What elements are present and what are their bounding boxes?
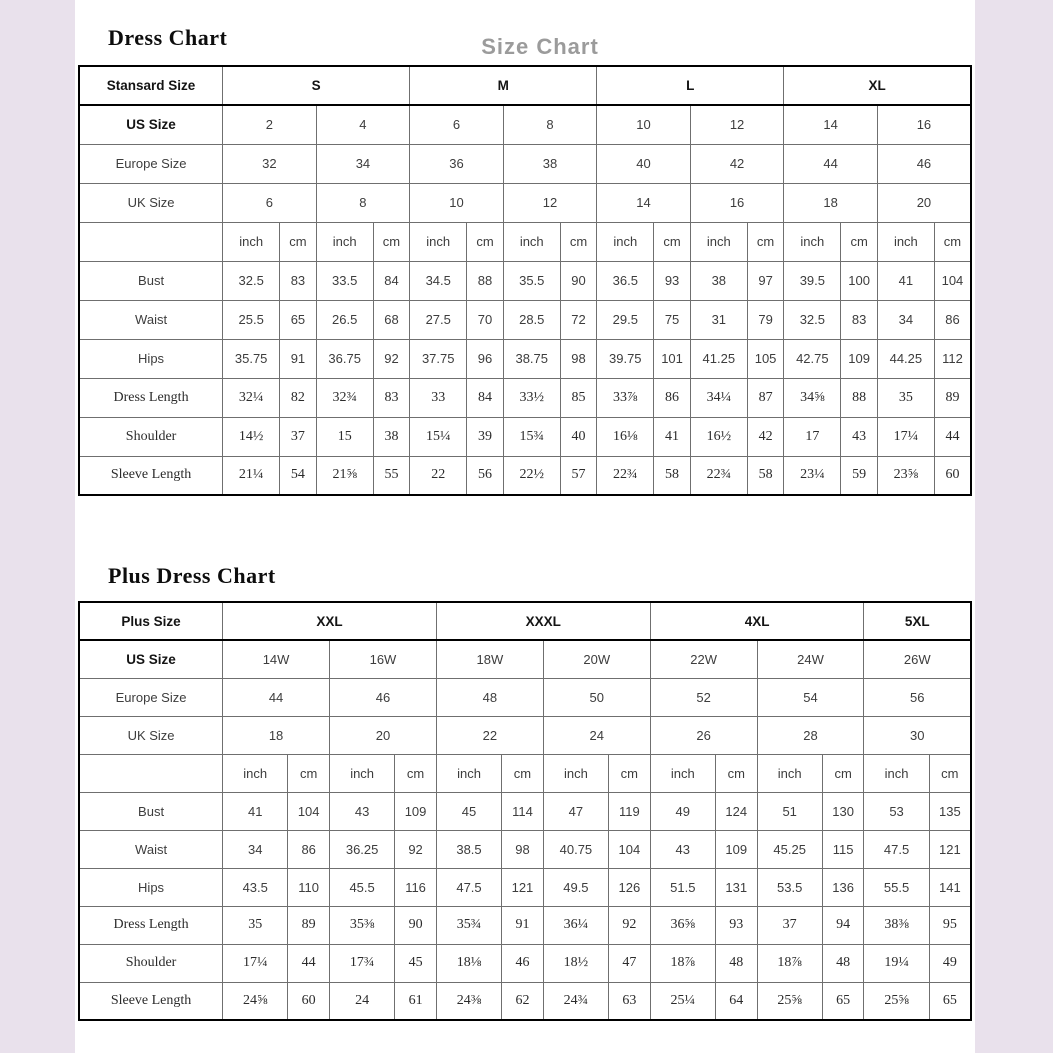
size-value: 14 [597,183,691,222]
measure-row-label: Shoulder [79,417,223,456]
measure-value: 47 [543,792,608,830]
measure-value: 59 [841,456,877,495]
measure-value: 135 [929,792,971,830]
measure-row-label: Bust [79,261,223,300]
measure-value: 47.5 [864,830,929,868]
measure-value: 112 [934,339,971,378]
measure-value: 41 [223,792,288,830]
measure-value: 64 [715,982,757,1020]
measure-value: 22 [410,456,467,495]
measure-value: 70 [467,300,503,339]
size-value: 8 [503,105,597,144]
measure-value: 114 [502,792,544,830]
unit-inch-label: inch [503,222,560,261]
measure-value: 15¼ [410,417,467,456]
measure-value: 92 [373,339,409,378]
unit-cm-label: cm [609,754,651,792]
measure-value: 22¾ [597,456,654,495]
unit-cm-label: cm [654,222,690,261]
measure-value: 46 [502,944,544,982]
measure-value: 41 [877,261,934,300]
measure-row-label: Dress Length [79,906,223,944]
measure-value: 37 [280,417,316,456]
measure-value: 86 [654,378,690,417]
measure-value: 29.5 [597,300,654,339]
measure-value: 48 [715,944,757,982]
corner-label: Plus Size [79,602,223,640]
measure-value: 89 [934,378,971,417]
measure-value: 121 [929,830,971,868]
measure-value: 83 [841,300,877,339]
measure-value: 121 [502,868,544,906]
size-value: 34 [316,144,410,183]
measure-value: 38⅜ [864,906,929,944]
measure-value: 104 [609,830,651,868]
measure-value: 90 [395,906,437,944]
measure-value: 43 [650,830,715,868]
measure-value: 35.75 [223,339,280,378]
measure-value: 91 [502,906,544,944]
measure-value: 32¼ [223,378,280,417]
measure-value: 109 [715,830,757,868]
measure-value: 45.5 [330,868,395,906]
size-value: 44 [223,678,330,716]
measure-value: 105 [747,339,783,378]
unit-cm-label: cm [280,222,316,261]
size-value: 24W [757,640,864,678]
measure-value: 34⅝ [784,378,841,417]
measure-value: 53 [864,792,929,830]
size-group-header: L [597,66,784,105]
measure-value: 25⅝ [864,982,929,1020]
measure-value: 33 [410,378,467,417]
measure-value: 17¼ [877,417,934,456]
measure-value: 31 [690,300,747,339]
size-value: 28 [757,716,864,754]
measure-value: 82 [280,378,316,417]
measure-value: 141 [929,868,971,906]
measure-value: 36.5 [597,261,654,300]
measure-value: 24¾ [543,982,608,1020]
measure-value: 15¾ [503,417,560,456]
size-value: 18W [436,640,543,678]
dress-size-table [78,65,972,496]
unit-cm-label: cm [502,754,544,792]
unit-cm-label: cm [715,754,757,792]
size-value: 20 [330,716,437,754]
measure-value: 47 [609,944,651,982]
measure-value: 87 [747,378,783,417]
measure-value: 110 [288,868,330,906]
measure-value: 18⅞ [650,944,715,982]
measure-value: 88 [467,261,503,300]
unit-cm-label: cm [747,222,783,261]
measure-value: 25.5 [223,300,280,339]
unit-inch-label: inch [757,754,822,792]
measure-row-label: Waist [79,830,223,868]
measure-value: 54 [280,456,316,495]
measure-value: 119 [609,792,651,830]
size-value: 40 [597,144,691,183]
measure-value: 24 [330,982,395,1020]
size-value: 42 [690,144,784,183]
size-system-label: US Size [79,640,223,678]
measure-value: 43 [330,792,395,830]
measure-value: 75 [654,300,690,339]
measure-value: 25¼ [650,982,715,1020]
measure-value: 95 [929,906,971,944]
measure-value: 98 [560,339,596,378]
size-value: 26W [864,640,971,678]
measure-value: 35 [223,906,288,944]
size-value: 12 [503,183,597,222]
unit-inch-label: inch [597,222,654,261]
measure-row-label: Bust [79,792,223,830]
measure-value: 14½ [223,417,280,456]
measure-value: 136 [822,868,864,906]
size-value: 10 [410,183,504,222]
unit-row-corner [79,222,223,261]
measure-row-label: Hips [79,868,223,906]
measure-value: 53.5 [757,868,822,906]
measure-value: 36¼ [543,906,608,944]
size-value: 30 [864,716,971,754]
measure-value: 24⅝ [223,982,288,1020]
measure-value: 60 [288,982,330,1020]
size-value: 46 [330,678,437,716]
size-value: 36 [410,144,504,183]
measure-value: 18⅞ [757,944,822,982]
measure-value: 47.5 [436,868,501,906]
measure-value: 101 [654,339,690,378]
measure-value: 37 [757,906,822,944]
unit-cm-label: cm [560,222,596,261]
measure-value: 84 [373,261,409,300]
measure-value: 34 [223,830,288,868]
size-value: 6 [223,183,317,222]
measure-value: 34.5 [410,261,467,300]
size-value: 22W [650,640,757,678]
size-value: 2 [223,105,317,144]
measure-value: 33.5 [316,261,373,300]
measure-value: 41 [654,417,690,456]
unit-cm-label: cm [822,754,864,792]
measure-value: 32.5 [223,261,280,300]
size-system-label: UK Size [79,183,223,222]
measure-value: 126 [609,868,651,906]
measure-row-label: Sleeve Length [79,982,223,1020]
measure-value: 131 [715,868,757,906]
measure-value: 57 [560,456,596,495]
size-value: 12 [690,105,784,144]
measure-value: 38.75 [503,339,560,378]
measure-value: 38 [373,417,409,456]
measure-value: 45 [436,792,501,830]
measure-value: 28.5 [503,300,560,339]
measure-row-label: Shoulder [79,944,223,982]
measure-value: 109 [841,339,877,378]
measure-value: 97 [747,261,783,300]
measure-value: 45.25 [757,830,822,868]
unit-inch-label: inch [543,754,608,792]
measure-value: 115 [822,830,864,868]
size-value: 16W [330,640,437,678]
measure-value: 91 [280,339,316,378]
size-value: 8 [316,183,410,222]
measure-value: 86 [934,300,971,339]
measure-value: 90 [560,261,596,300]
size-value: 22 [436,716,543,754]
measure-value: 38 [690,261,747,300]
measure-value: 116 [395,868,437,906]
measure-value: 124 [715,792,757,830]
measure-value: 58 [747,456,783,495]
unit-cm-label: cm [934,222,971,261]
measure-value: 100 [841,261,877,300]
measure-value: 44.25 [877,339,934,378]
size-value: 16 [877,105,971,144]
measure-value: 72 [560,300,596,339]
measure-value: 35 [877,378,934,417]
unit-inch-label: inch [864,754,929,792]
measure-value: 32¾ [316,378,373,417]
unit-inch-label: inch [330,754,395,792]
size-group-header: XL [784,66,971,105]
plus-dress-size-table [78,601,972,1021]
size-group-header: XXXL [436,602,650,640]
size-group-header: 5XL [864,602,971,640]
measure-value: 40 [560,417,596,456]
measure-value: 39 [467,417,503,456]
size-system-label: UK Size [79,716,223,754]
measure-value: 109 [395,792,437,830]
measure-value: 88 [841,378,877,417]
measure-value: 104 [288,792,330,830]
unit-inch-label: inch [316,222,373,261]
size-system-label: US Size [79,105,223,144]
measure-value: 42 [747,417,783,456]
size-value: 20 [877,183,971,222]
unit-row-corner [79,754,223,792]
size-group-header: 4XL [650,602,864,640]
size-group-header: XXL [223,602,437,640]
measure-value: 26.5 [316,300,373,339]
measure-value: 36.25 [330,830,395,868]
measure-value: 96 [467,339,503,378]
plus-dress-chart-title: Plus Dress Chart [108,563,276,588]
measure-value: 51.5 [650,868,715,906]
unit-inch-label: inch [650,754,715,792]
size-value: 52 [650,678,757,716]
size-value: 44 [784,144,878,183]
measure-value: 79 [747,300,783,339]
measure-value: 39.75 [597,339,654,378]
measure-value: 58 [654,456,690,495]
measure-value: 94 [822,906,864,944]
size-system-label: Europe Size [79,144,223,183]
unit-cm-label: cm [467,222,503,261]
measure-value: 61 [395,982,437,1020]
measure-value: 93 [715,906,757,944]
size-group-header: S [223,66,410,105]
measure-value: 21⅝ [316,456,373,495]
size-group-header: M [410,66,597,105]
measure-value: 49 [650,792,715,830]
measure-value: 60 [934,456,971,495]
measure-value: 34 [877,300,934,339]
size-value: 10 [597,105,691,144]
measure-value: 45 [395,944,437,982]
size-value: 32 [223,144,317,183]
measure-value: 21¼ [223,456,280,495]
measure-value: 27.5 [410,300,467,339]
content-panel [75,0,975,1053]
unit-cm-label: cm [288,754,330,792]
measure-value: 65 [929,982,971,1020]
measure-value: 32.5 [784,300,841,339]
measure-value: 35⅜ [330,906,395,944]
measure-value: 51 [757,792,822,830]
measure-value: 44 [934,417,971,456]
size-value: 48 [436,678,543,716]
measure-value: 35.5 [503,261,560,300]
measure-value: 49 [929,944,971,982]
size-value: 20W [543,640,650,678]
measure-value: 62 [502,982,544,1020]
size-value: 14 [784,105,878,144]
measure-value: 35¾ [436,906,501,944]
measure-value: 83 [373,378,409,417]
size-system-label: Europe Size [79,678,223,716]
measure-value: 36⅝ [650,906,715,944]
measure-value: 19¼ [864,944,929,982]
measure-value: 85 [560,378,596,417]
size-value: 6 [410,105,504,144]
measure-value: 44 [288,944,330,982]
size-value: 4 [316,105,410,144]
measure-row-label: Hips [79,339,223,378]
size-value: 14W [223,640,330,678]
size-value: 18 [223,716,330,754]
measure-row-label: Dress Length [79,378,223,417]
measure-value: 98 [502,830,544,868]
measure-value: 23¼ [784,456,841,495]
measure-value: 92 [395,830,437,868]
corner-label: Stansard Size [79,66,223,105]
measure-value: 93 [654,261,690,300]
measure-value: 17 [784,417,841,456]
measure-value: 16⅛ [597,417,654,456]
measure-value: 40.75 [543,830,608,868]
measure-value: 83 [280,261,316,300]
size-value: 50 [543,678,650,716]
measure-value: 18⅛ [436,944,501,982]
measure-value: 42.75 [784,339,841,378]
unit-cm-label: cm [373,222,409,261]
unit-inch-label: inch [223,754,288,792]
size-value: 54 [757,678,864,716]
measure-value: 39.5 [784,261,841,300]
unit-cm-label: cm [395,754,437,792]
measure-value: 38.5 [436,830,501,868]
size-chart-watermark: Size Chart [481,34,599,59]
measure-value: 15 [316,417,373,456]
measure-value: 22¾ [690,456,747,495]
measure-value: 63 [609,982,651,1020]
dress-chart-title: Dress Chart [108,25,228,50]
measure-value: 25⅝ [757,982,822,1020]
unit-inch-label: inch [690,222,747,261]
measure-value: 65 [822,982,864,1020]
unit-inch-label: inch [223,222,280,261]
size-value: 46 [877,144,971,183]
measure-value: 86 [288,830,330,868]
measure-value: 23⅝ [877,456,934,495]
measure-value: 68 [373,300,409,339]
measure-value: 36.75 [316,339,373,378]
measure-row-label: Waist [79,300,223,339]
size-value: 24 [543,716,650,754]
measure-value: 22½ [503,456,560,495]
unit-cm-label: cm [929,754,971,792]
measure-value: 49.5 [543,868,608,906]
size-value: 18 [784,183,878,222]
measure-value: 41.25 [690,339,747,378]
measure-value: 16½ [690,417,747,456]
measure-value: 130 [822,792,864,830]
measure-value: 55 [373,456,409,495]
measure-value: 33⅞ [597,378,654,417]
measure-value: 33½ [503,378,560,417]
measure-value: 34¼ [690,378,747,417]
measure-value: 43.5 [223,868,288,906]
unit-inch-label: inch [784,222,841,261]
measure-value: 37.75 [410,339,467,378]
size-value: 26 [650,716,757,754]
measure-row-label: Sleeve Length [79,456,223,495]
unit-inch-label: inch [410,222,467,261]
size-value: 16 [690,183,784,222]
unit-inch-label: inch [436,754,501,792]
measure-value: 104 [934,261,971,300]
size-value: 38 [503,144,597,183]
measure-value: 84 [467,378,503,417]
measure-value: 65 [280,300,316,339]
measure-value: 17¼ [223,944,288,982]
measure-value: 18½ [543,944,608,982]
measure-value: 43 [841,417,877,456]
unit-cm-label: cm [841,222,877,261]
unit-inch-label: inch [877,222,934,261]
measure-value: 92 [609,906,651,944]
measure-value: 55.5 [864,868,929,906]
measure-value: 56 [467,456,503,495]
size-value: 56 [864,678,971,716]
measure-value: 24⅜ [436,982,501,1020]
measure-value: 48 [822,944,864,982]
measure-value: 17¾ [330,944,395,982]
measure-value: 89 [288,906,330,944]
